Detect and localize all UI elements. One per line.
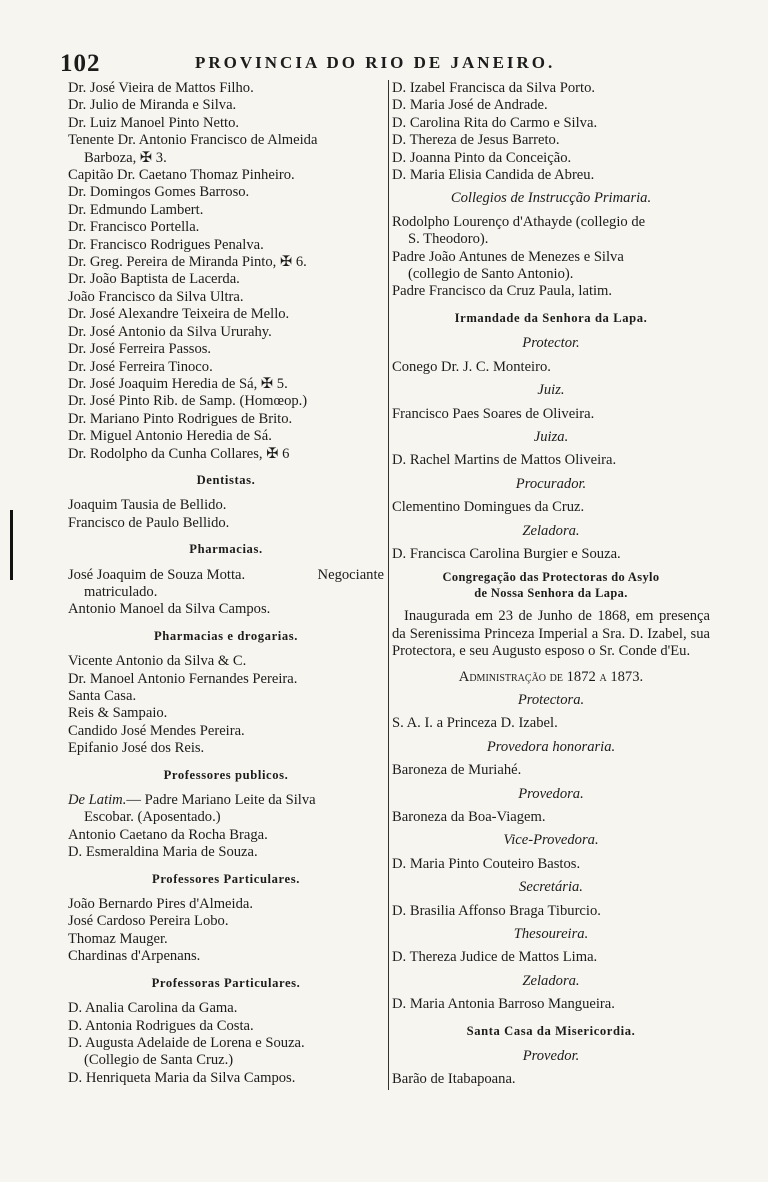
role-label: Provedora honoraria.: [486, 738, 616, 755]
list-item-continuation: S. Theodoro).: [408, 231, 489, 248]
list-item: Dr. Luiz Manoel Pinto Netto.: [68, 114, 240, 131]
list-item: D. Maria Elisia Candida de Abreu.: [392, 167, 595, 184]
list-item: Dr. José Alexandre Teixeira de Mello.: [68, 306, 290, 323]
list-item: D. Antonia Rodrigues da Costa.: [68, 1017, 254, 1034]
list-item: Dr. José Vieira de Mattos Filho.: [68, 80, 254, 96]
list-item: D. Augusta Adelaide de Lorena e Souza.: [68, 1034, 305, 1051]
list-item: Barão de Itabapoana.: [392, 1071, 516, 1088]
list-item: Dr. Francisco Rodrigues Penalva.: [68, 236, 264, 253]
role-label: Provedor.: [522, 1048, 580, 1065]
section-heading-collegios: Collegios de Instrucção Primaria.: [450, 190, 652, 207]
role-label: Protector.: [522, 335, 580, 352]
role-label: Provedora.: [518, 785, 584, 802]
list-item-name: José Joaquim de Souza Motta.: [68, 566, 246, 583]
list-item: Chardinas d'Arpenans.: [68, 948, 201, 965]
list-item: Dr. João Baptista de Lacerda.: [68, 271, 240, 288]
list-item: D. Maria José de Andrade.: [392, 97, 548, 114]
section-heading-santa-casa: Santa Casa da Misericordia.: [466, 1023, 636, 1038]
list-item: Joaquim Tausia de Bellido.: [68, 497, 227, 514]
list-item: João Bernardo Pires d'Almeida.: [68, 896, 254, 913]
list-item: Dr. José Ferreira Tinoco.: [68, 358, 213, 375]
section-heading-pharmacias: Pharmacias.: [189, 542, 263, 557]
list-item: [68, 792, 384, 809]
list-item: [68, 567, 384, 584]
list-item: D. Maria Antonia Barroso Mangueira.: [392, 996, 615, 1013]
list-item: Dr. Francisco Portella.: [68, 219, 200, 236]
section-heading-dentistas: Dentistas.: [196, 472, 256, 487]
list-item: D. Joanna Pinto da Conceição.: [392, 149, 572, 166]
list-item: Dr. Greg. Pereira de Miranda Pinto, ✠ 6.: [68, 254, 307, 271]
role-label: Juiz.: [537, 382, 565, 399]
list-item-continuation: (Collegio de Santa Cruz.): [84, 1052, 234, 1069]
page-number: 102: [60, 50, 101, 77]
list-item-continuation: (collegio de Santo Antonio).: [408, 266, 574, 283]
list-item: Candido José Mendes Pereira.: [68, 722, 245, 739]
left-column: [68, 80, 384, 1087]
section-heading-professores-particulares: Professores Particulares.: [152, 871, 300, 886]
role-label: Zeladora.: [522, 522, 580, 539]
list-item-continuation: Escobar. (Aposentado.): [84, 809, 221, 826]
list-item-continuation: Barboza, ✠ 3.: [84, 149, 167, 166]
list-item: Dr. Mariano Pinto Rodrigues de Brito.: [68, 410, 293, 427]
list-item: Dr. Edmundo Lambert.: [68, 201, 204, 218]
list-item: Dr. Manoel Antonio Fernandes Pereira.: [68, 670, 298, 687]
administration-heading: Administração de 1872 a 1873.: [458, 668, 644, 685]
list-item: Padre Francisco da Cruz Paula, latim.: [392, 283, 613, 300]
running-head: PROVINCIA DO RIO DE JANEIRO.: [195, 53, 556, 72]
list-item: José Cardoso Pereira Lobo.: [68, 913, 229, 930]
section-heading-pharmacias-drogarias: Pharmacias e drogarias.: [153, 628, 299, 643]
list-item: S. A. I. a Princeza D. Izabel.: [392, 715, 558, 732]
list-item: D. Maria Pinto Couteiro Bastos.: [392, 855, 581, 872]
list-item-label: De Latim.: [68, 792, 127, 809]
list-item: Baroneza de Muriahé.: [392, 762, 522, 779]
list-item: Dr. José Antonio da Silva Ururahy.: [68, 323, 272, 340]
role-label: Thesoureira.: [513, 926, 589, 943]
list-item: D. Henriqueta Maria da Silva Campos.: [68, 1069, 296, 1086]
list-item: Dr. José Joaquim Heredia de Sá, ✠ 5.: [68, 375, 288, 392]
role-label: Vice-Provedora.: [503, 832, 599, 849]
list-item: Dr. Rodolpho da Cunha Collares, ✠ 6: [68, 445, 290, 462]
list-item: Vicente Antonio da Silva & C.: [68, 653, 247, 670]
role-label: Juiza.: [533, 428, 569, 445]
list-item: Clementino Domingues da Cruz.: [392, 499, 585, 516]
heading-line: de Nossa Senhora da Lapa.: [474, 586, 628, 601]
list-item: D. Izabel Francisca da Silva Porto.: [392, 80, 596, 96]
right-column: [388, 80, 710, 1090]
list-item: Conego Dr. J. C. Monteiro.: [392, 358, 551, 375]
section-heading-irmandade: Irmandade da Senhora da Lapa.: [454, 310, 648, 325]
section-heading-professoras-particulares: Professoras Particulares.: [151, 975, 301, 990]
list-item: D. Brasilia Affonso Braga Tiburcio.: [392, 902, 601, 919]
list-item: Thomaz Mauger.: [68, 930, 168, 947]
role-label: Zeladora.: [522, 972, 580, 989]
role-label: Protectora.: [517, 691, 585, 708]
list-item: D. Analia Carolina da Gama.: [68, 1000, 238, 1017]
list-item: Antonio Manoel da Silva Campos.: [68, 601, 271, 618]
list-item: Tenente Dr. Antonio Francisco de Almeida: [68, 132, 318, 149]
list-item: Rodolpho Lourenço d'Athayde (collegio de: [392, 213, 646, 230]
list-item: Dr. José Ferreira Passos.: [68, 341, 212, 358]
margin-mark: [10, 510, 13, 580]
paragraph: Inaugurada em 23 de Junho de 1868, em presença da Serenissima Princeza Imperial a Sra. D. Izabel, sua Protectora, e seu Augusto esposo o Sr. Conde d'Eu.: [392, 608, 710, 660]
list-item: D. Francisca Carolina Burgier e Souza.: [392, 545, 621, 562]
list-item: Capitão Dr. Caetano Thomaz Pinheiro.: [68, 167, 295, 184]
list-item: D. Rachel Martins de Mattos Oliveira.: [392, 452, 617, 469]
list-item: Santa Casa.: [68, 688, 137, 704]
list-item: Epifanio José dos Reis.: [68, 740, 205, 757]
list-item: D. Thereza Judice de Mattos Lima.: [392, 949, 598, 966]
list-item: Padre João Antunes de Menezes e Silva: [392, 248, 624, 265]
list-item: Dr. Domingos Gomes Barroso.: [68, 184, 250, 201]
list-item-note: Negociante: [317, 566, 384, 583]
list-item: Francisco Paes Soares de Oliveira.: [392, 405, 595, 422]
list-item: João Francisco da Silva Ultra.: [68, 288, 244, 305]
list-item: Dr. Miguel Antonio Heredia de Sá.: [68, 428, 272, 445]
list-item: Baroneza da Boa-Viagem.: [392, 809, 546, 825]
list-item: Francisco de Paulo Bellido.: [68, 514, 230, 531]
role-label: Procurador.: [515, 475, 587, 492]
list-item: D. Carolina Rita do Carmo e Silva.: [392, 114, 598, 131]
list-item: Dr. Julio de Miranda e Silva.: [68, 97, 237, 114]
heading-line: Congregação das Protectoras do Asylo: [442, 570, 660, 585]
list-item: Reis & Sampaio.: [68, 705, 168, 722]
role-label: Secretária.: [519, 879, 583, 896]
list-item-text: — Padre Mariano Leite da Silva: [126, 792, 316, 809]
list-item: D. Esmeraldina Maria de Souza.: [68, 844, 258, 861]
section-heading-congregacao: [392, 569, 710, 601]
list-item: Antonio Caetano da Rocha Braga.: [68, 826, 268, 843]
list-item-continuation: matriculado.: [84, 583, 158, 600]
list-item: D. Thereza de Jesus Barreto.: [392, 132, 560, 149]
list-item: Dr. José Pinto Rib. de Samp. (Homœop.): [68, 393, 308, 410]
section-heading-professores-publicos: Professores publicos.: [163, 767, 289, 782]
